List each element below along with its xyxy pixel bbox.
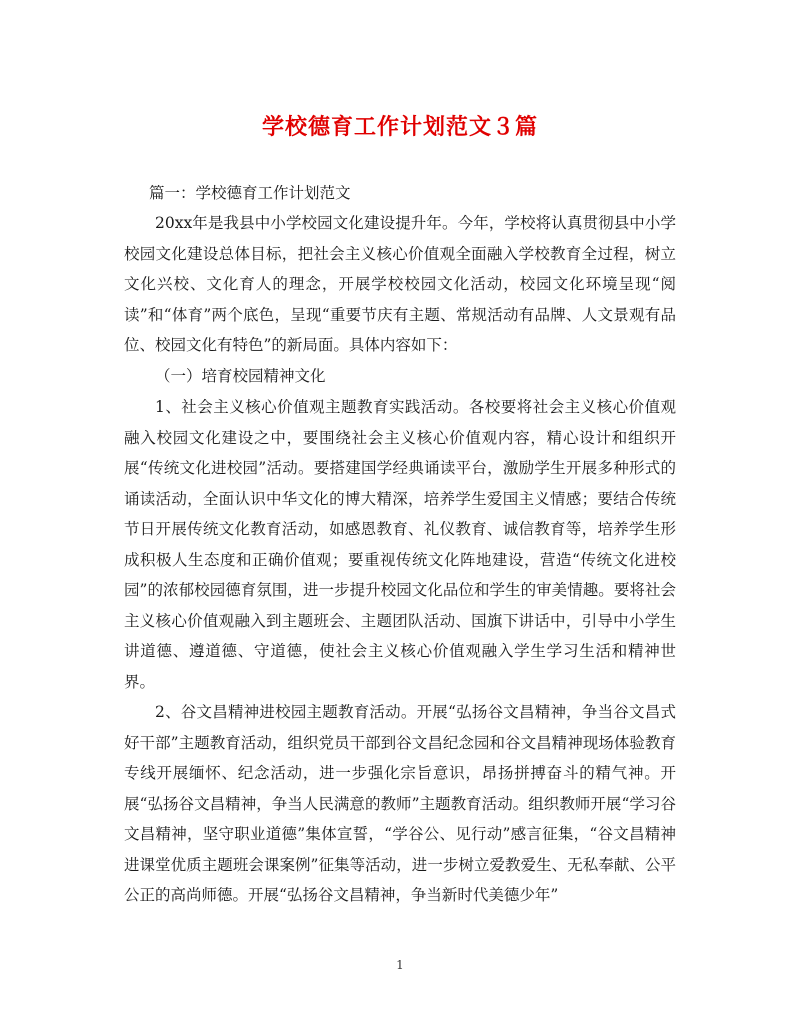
paragraph-intro [124,208,676,361]
paragraph-core-values [124,392,676,697]
document-title: 学校德育工作计划范文３篇 [261,114,538,140]
section-heading: 篇一：学校德育工作计划范文 [149,184,351,202]
subheading-campus-spirit: （一）培育校园精神文化 [155,367,326,385]
paragraph-gu-wenchang [124,697,676,911]
paragraph-text: 2、谷文昌精神进校园主题教育活动。开展“弘扬谷文昌精神，争当谷文昌式好干部”主题教育活动，组织党员干部到谷文昌纪念园和谷文昌精神现场体验教育专线开展缅怀、纪念活动，进一步强化宗旨意识，昂扬拼搏奋斗的精气神。开展“弘扬谷文昌精神，争当人民满意的教师”主题教育活动。组织教师开展“学习谷文昌精神，坚守职业道德”集体宣誓，“学谷公、见行动”感言征集，“谷文昌精神进课堂优质主题班会课案例”征集等活动，进一步树立爱教爱生、无私奉献、公平公正的高尚师德。开展“弘扬谷文昌精神，争当新时代美德少年” [124,703,676,904]
paragraph-text: 1、社会主义核心价值观主题教育实践活动。各校要将社会主义核心价值观融入校园文化建设之中，要围绕社会主义核心价值观内容，精心设计和组织开展“传统文化进校园”活动。要搭建国学经典诵读平台，激励学生开展多种形式的诵读活动，全面认识中华文化的博大精深，培养学生爱国主义情感；要结合传统节日开展传统文化教育活动，如感恩教育、礼仪教育、诚信教育等，培养学生形成积极人生态度和正确价值观；要重视传统文化阵地建设，营造“传统文化进校园”的浓郁校园德育氛围，进一步提升校园文化品位和学生的审美情趣。要将社会主义核心价值观融入到主题班会、主题团队活动、国旗下讲话中，引导中小学生讲道德、遵道德、守道德，使社会主义核心价值观融入学生学习生活和精神世界。 [124,398,676,691]
page-number: 1 [396,958,404,972]
paragraph-text: 20xx年是我县中小学校园文化建设提升年。今年，学校将认真贯彻县中小学校园文化建设总体目标，把社会主义核心价值观全面融入学校教育全过程，树立文化兴校、文化育人的理念，开展学校校园文化活动，校园文化环境呈现“阅读”和“体育”两个底色，呈现“重要节庆有主题、常规活动有品牌、人文景观有品位、校园文化有特色”的新局面。具体内容如下： [124,214,676,354]
